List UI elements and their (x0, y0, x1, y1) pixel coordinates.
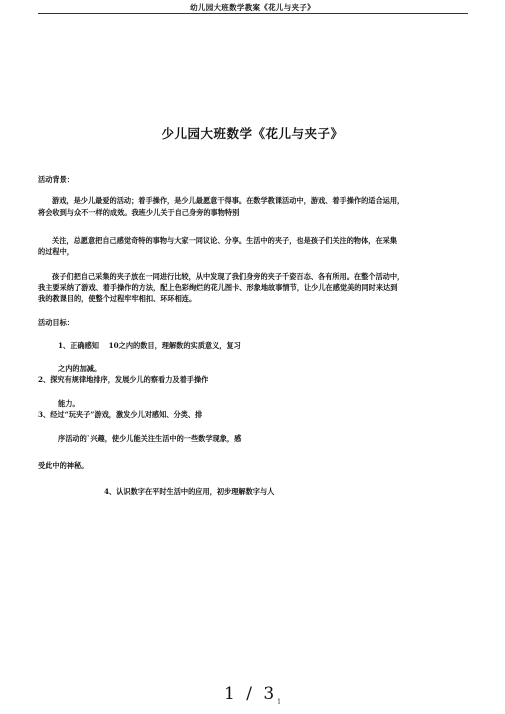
goal-item-continuation: 能力。 (58, 399, 80, 408)
goal-item: 1、正确感知 10之内的数目，理解数的实质意义，复习 (58, 341, 241, 350)
page-number-sub: 1 (277, 698, 281, 706)
paragraph-line: 的过程中， (38, 247, 74, 256)
goal-item-continuation: 序活动的`兴趣，使少儿能关注生活中的一些数学现象，感 (58, 434, 242, 443)
goal-item: 4、认识数字在平时生活中的应用，初步理解数字与人 (104, 487, 275, 496)
goal-item: 2、探究有规律地排序，发展少儿的察看力及着手操作 (38, 375, 209, 384)
goal-item-continuation: 受此中的神秘。 (38, 461, 89, 470)
paragraph-line: 游戏，是少儿最爱的活动；着手操作，是少儿最愿意干得事。在数学教课活动中，游戏、着手操作的适合运用， (52, 196, 405, 205)
page-number-text: 1 / 3 (224, 684, 278, 704)
paragraph-line: 我的教课目的，使整个过程牢牢相扣、环环相连。 (38, 294, 197, 303)
page-header: 幼儿园大班数学教案《花儿与夹子》 (190, 3, 315, 12)
goal-item: 3、经过“玩夹子”游戏，激发少儿对感知、分类、排 (38, 410, 203, 419)
document-title: 少儿园大班数学《花儿与夹子》 (161, 126, 344, 141)
goals-heading: 活动目标： (38, 318, 74, 327)
header-divider (38, 13, 468, 14)
paragraph-line: 关注，总愿意把自己感觉奇特的事物与大家一同议论、分享。生活中的夹子，也是孩子们关注的物体，在采集 (52, 236, 398, 245)
paragraph-line: 将会收到与众不一样的成效。我班少儿关于自己身旁的事物特别 (38, 208, 240, 217)
goal-item-continuation: 之内的加减。 (58, 364, 102, 373)
page-number (0, 684, 505, 705)
paragraph-line: 孩子们把自己采集的夹子放在一同进行比较，从中发现了我们身旁的夹子千姿百态、各有所用。在整个活动中， (52, 272, 405, 281)
background-heading: 活动背景： (38, 175, 74, 184)
paragraph-line: 我主要采纳了游戏、着手操作的方法，配上色彩绚烂的花儿图卡、形象地故事情节，让少儿在感觉美的同时来达到 (38, 283, 398, 292)
